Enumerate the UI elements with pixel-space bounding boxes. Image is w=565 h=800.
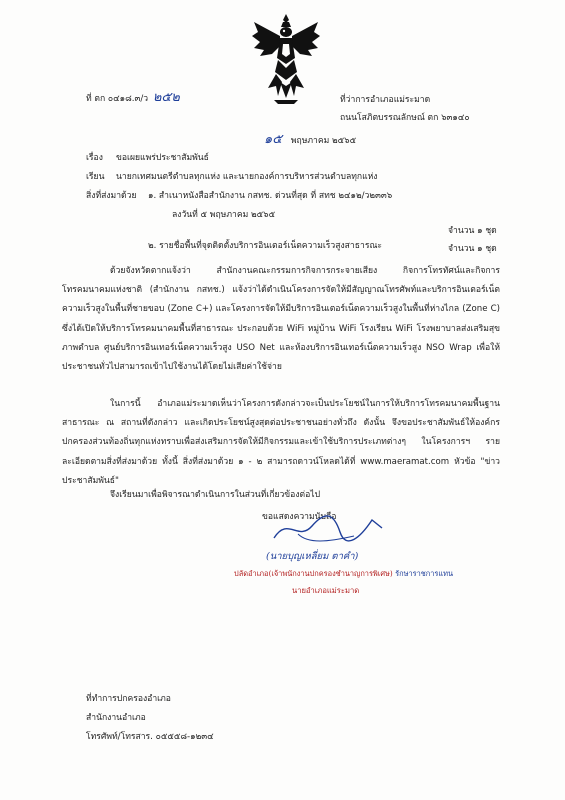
document-date	[264, 132, 356, 148]
attachment-item-1-date: ลงวันที่ ๕ พฤษภาคม ๒๕๖๕	[172, 210, 276, 220]
attachment-item-2-quantity: จำนวน ๑ ชุด	[448, 244, 497, 254]
subject-label: เรื่อง	[86, 153, 103, 163]
footer-department: ที่ทำการปกครองอำเภอ	[86, 694, 171, 704]
recipient-label: เรียน	[86, 172, 105, 182]
footer-phone: โทรศัพท์/โทรสาร. ๐๕๕๕๘-๑๒๓๔	[86, 732, 214, 742]
acting-for-text: รักษาราชการแทน	[395, 569, 454, 578]
regards-text: ขอแสดงความนับถือ	[262, 512, 337, 522]
signer-position: ปลัดอำเภอ(เจ้าพนักงานปกครองชำนาญการพิเศษ)	[234, 569, 393, 578]
office-address: ถนนโสภิตบรรณลักษณ์ ตก ๖๓๑๔๐	[340, 113, 470, 123]
body-paragraph-1: ด้วยจังหวัดตากแจ้งว่า สำนักงานคณะกรรมการกิจการกระจายเสียง กิจการโทรทัศน์และกิจการโทรคมนาคมแห่งชาติ (สำนักงาน กสทช.) แจ้งว่าได้ดำเนินโครงการจัดให้มีสัญญาณโทรศัพท์และบริการอินเตอร์เน็ตความเร็วสูงในพื้นที่ชายขอบ (Zone C+) และโครงการจัดให้มีบริการอินเตอร์เน็ตความเร็วสูงในพื้นที่ห่างไกล (Zone C) ซึ่งได้เปิดให้บริการโทรคมนาคมพื้นที่สาธารณะ ประกอบด้วย WiFi หมู่บ้าน WiFi โรงเรียน WiFi โรงพยาบาลส่งเสริมสุขภาพตำบล ศูนย์บริการอินเทอร์เน็ตความเร็วสูง USO Net และห้องบริการอินเทอร์เน็ตความเร็วสูง NSO Wrap เพื่อให้ประชาชนทั่วไปสามารถเข้าไปใช้งานได้โดยไม่เสียค่าใช้จ่าย	[62, 266, 500, 373]
subject-text: ขอเผยแพร่ประชาสัมพันธ์	[116, 153, 209, 163]
reference-number-printed: ที่ ตก ๐๔๑๘.๓/ว	[86, 94, 149, 104]
reference-number	[86, 90, 180, 106]
reference-number-handwritten: ๒๕๒	[152, 90, 180, 105]
footer-office: สำนักงานอำเภอ	[86, 713, 146, 723]
date-day-handwritten: ๑๕	[264, 132, 283, 147]
handwritten-signature	[268, 508, 388, 548]
attachment-item-2: ๒. รายชื่อพื้นที่จุดติดตั้งบริการอินเตอร์เน็ตความเร็วสูงสาธารณะ	[148, 241, 383, 251]
date-month-year: พฤษภาคม ๒๕๖๕	[290, 136, 357, 146]
signer-title-line-2: นายอำเภอแม่ระมาด	[292, 586, 360, 595]
body-paragraph-2: ในการนี้ อำเภอแม่ระมาดเห็นว่าโครงการดังกล่าวจะเป็นประโยชน์ในการให้บริการโทรคมนาคมพื้นฐานสาธารณะ ณ สถานที่ดังกล่าว และเกิดประโยชน์สูงสุดต่อประชาชนอย่างทั่วถึง ดังนั้น จึงขอประชาสัมพันธ์ให้องค์กรปกครองส่วนท้องถิ่นทุกแห่งทราบเพื่อส่งเสริมการจัดให้มีกิจกรรมและเข้าใช้บริการประเภทต่างๆ ในโครงการฯ รายละเอียดตามสิ่งที่ส่งมาด้วย ทั้งนี้ สิ่งที่ส่งมาด้วย ๑ - ๒ สามารถดาวน์โหลดได้ที่ www.maeramat.com หัวข้อ "ข่าวประชาสัมพันธ์"	[62, 399, 500, 486]
signer-title-line-1	[234, 570, 453, 579]
signer-name: (นายบุญเหลี่ยม ตาคำ)	[266, 551, 359, 562]
attachment-item-1: ๑. สำเนาหนังสือสำนักงาน กสทช. ด่วนที่สุด ที่ สทช ๒๔๑๒/ว๒๓๓๖	[148, 191, 393, 201]
garuda-emblem-icon	[250, 10, 322, 110]
office-name: ที่ว่าการอำเภอแม่ระมาด	[340, 95, 431, 105]
attachments-label: สิ่งที่ส่งมาด้วย	[86, 191, 137, 201]
closing-sentence: จึงเรียนมาเพื่อพิจารณาดำเนินการในส่วนที่เกี่ยวข้องต่อไป	[110, 490, 321, 500]
recipient-text: นายกเทศมนตรีตำบลทุกแห่ง และนายกองค์การบริหารส่วนตำบลทุกแห่ง	[116, 172, 378, 182]
attachment-item-1-quantity: จำนวน ๑ ชุด	[448, 226, 497, 236]
